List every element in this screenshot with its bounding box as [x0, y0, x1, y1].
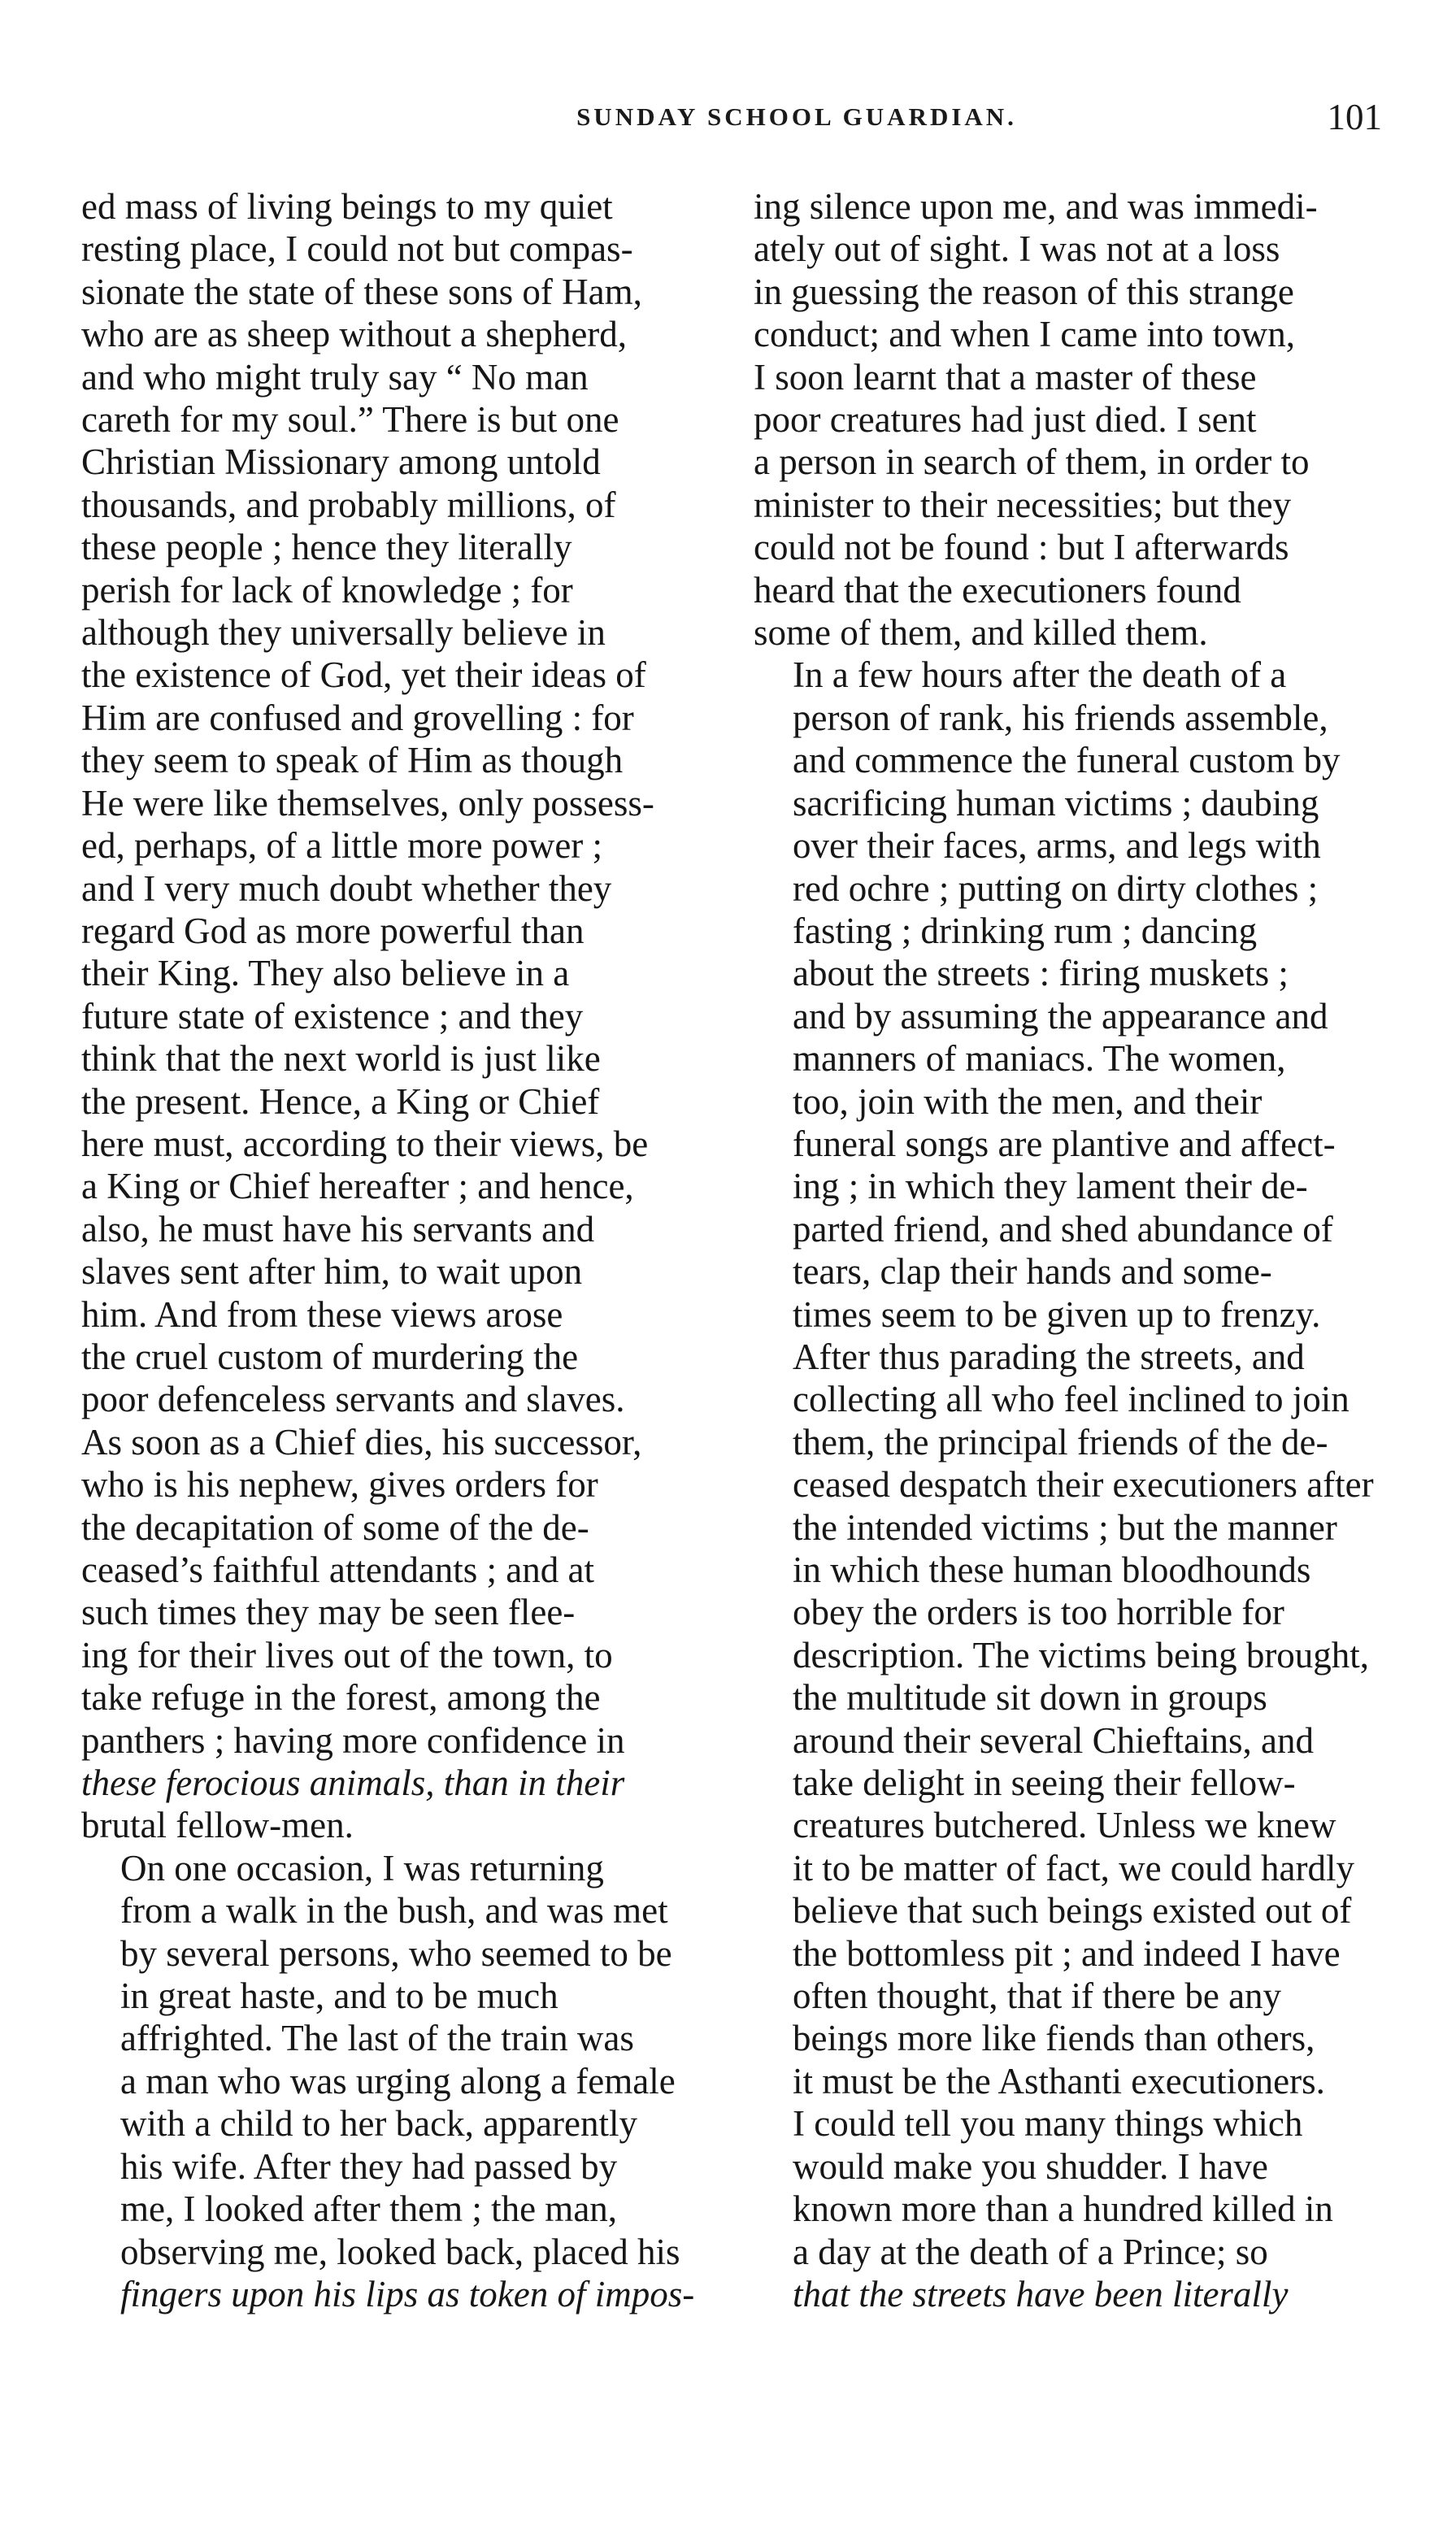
text-line: perish for lack of knowledge ; for [81, 569, 573, 611]
text-line: and by assuming the appearance and [793, 995, 1328, 1037]
text-line: also, he must have his servants and [81, 1208, 595, 1250]
text-line: red ochre ; putting on dirty clothes ; [793, 867, 1319, 909]
text-line: ceased’s faithful attendants ; and at [81, 1549, 595, 1590]
text-line: fingers upon his lips as token of impos- [120, 2273, 695, 2314]
left-column [81, 185, 699, 2315]
text-line: too, join with the men, and their [793, 1080, 1263, 1122]
text-line: take refuge in the forest, among the [81, 1677, 601, 1719]
text-line: over their faces, arms, and legs with [793, 825, 1321, 867]
text-line: fasting ; drinking rum ; dancing [793, 910, 1258, 951]
text-line: and commence the funeral custom by [793, 740, 1341, 781]
text-line: funeral songs are plantive and affect- [793, 1123, 1336, 1164]
text-line: his wife. After they had passed by [120, 2145, 618, 2187]
text-line: obey the orders is too horrible for [793, 1592, 1284, 1633]
text-line: about the streets : firing muskets ; [793, 953, 1289, 994]
text-line: it must be the Asthanti executioners. [793, 2060, 1325, 2101]
text-line: the existence of God, yet their ideas of [81, 654, 646, 696]
text-line: here must, according to their views, be [81, 1123, 649, 1164]
text-line: ing silence upon me, and was immedi- [754, 186, 1318, 227]
text-line: such times they may be seen flee- [81, 1592, 576, 1633]
text-line: parted friend, and shed abundance of [793, 1208, 1333, 1250]
text-line: conduct; and when I came into town, [754, 314, 1296, 355]
text-line: a person in search of them, in order to [754, 441, 1310, 483]
text-line: them, the principal friends of the de- [793, 1421, 1328, 1463]
text-line: As soon as a Chief dies, his successor, [81, 1421, 642, 1463]
text-line: the bottomless pit ; and indeed I have [793, 1932, 1341, 1974]
text-line: think that the next world is just like [81, 1038, 601, 1080]
text-line: I could tell you many things which [793, 2103, 1303, 2145]
text-line: by several persons, who seemed to be [120, 1932, 672, 1974]
text-line: known more than a hundred killed in [793, 2188, 1333, 2230]
text-line: around their several Chieftains, and [793, 1719, 1315, 1761]
text-line: On one occasion, I was returning [120, 1847, 604, 1889]
text-line: the decapitation of some of the de- [81, 1506, 589, 1548]
text-line: and I very much doubt whether they [81, 867, 612, 909]
text-line: manners of maniacs. The women, [793, 1038, 1286, 1080]
text-line: the present. Hence, a King or Chief [81, 1080, 600, 1122]
text-line: I soon learnt that a master of these [754, 356, 1257, 398]
text-line: minister to their necessities; but they [754, 484, 1292, 525]
text-line: times seem to be given up to frenzy. [793, 1293, 1321, 1335]
text-line: ed mass of living beings to my quiet [81, 186, 613, 227]
text-line: that the streets have been literally [793, 2273, 1289, 2314]
right-paragraph-1 [754, 185, 1371, 654]
text-line: in guessing the reason of this strange [754, 271, 1294, 312]
text-line: poor creatures had just died. I sent [754, 399, 1257, 441]
text-line: in great haste, and to be much [120, 1975, 558, 2017]
text-line: these people ; hence they literally [81, 527, 572, 568]
text-line: affrighted. The last of the train was [120, 2018, 634, 2059]
text-line: who is his nephew, gives orders for [81, 1464, 598, 1506]
text-line: the cruel custom of murdering the [81, 1336, 579, 1377]
text-line: Christian Missionary among untold [81, 441, 601, 483]
text-line: heard that the executioners found [754, 569, 1241, 611]
right-column [754, 185, 1374, 2315]
text-line: resting place, I could not but compas- [81, 228, 633, 270]
text-line: who are as sheep without a shepherd, [81, 314, 628, 355]
text-line: the intended victims ; but the manner [793, 1506, 1337, 1548]
text-line: although they universally believe in [81, 612, 606, 654]
page-number: 101 [1327, 97, 1382, 137]
text-line: me, I looked after them ; the man, [120, 2188, 618, 2230]
text-line: would make you shudder. I have [793, 2145, 1268, 2187]
text-line: believe that such beings existed out of [793, 1890, 1352, 1932]
text-line: ing for their lives out of the town, to [81, 1634, 613, 1676]
text-line: from a walk in the bush, and was met [120, 1890, 668, 1932]
text-line: beings more like fiends than others, [793, 2018, 1315, 2059]
text-line: ed, perhaps, of a little more power ; [81, 825, 603, 867]
text-line: some of them, and killed them. [754, 612, 1208, 654]
text-line: ately out of sight. I was not at a loss [754, 228, 1280, 270]
text-line: future state of existence ; and they [81, 995, 584, 1037]
text-line: a man who was urging along a female [120, 2060, 676, 2101]
text-line: tears, clap their hands and some- [793, 1251, 1272, 1293]
text-line: and who might truly say “ No man [81, 356, 589, 398]
running-title: SUNDAY SCHOOL GUARDIAN. [576, 102, 1017, 131]
text-line: In a few hours after the death of a [793, 654, 1287, 696]
right-paragraph-2 [754, 654, 1371, 1336]
text-line: in which these human bloodhounds [793, 1549, 1311, 1590]
text-line: sionate the state of these sons of Ham, [81, 271, 642, 312]
text-line: ing ; in which they lament their de- [793, 1166, 1308, 1207]
text-line: often thought, that if there be any [793, 1975, 1282, 2017]
text-line: these ferocious animals, than in their [81, 1762, 625, 1804]
text-line: they seem to speak of Him as though [81, 740, 624, 781]
text-line: regard God as more powerful than [81, 910, 585, 951]
text-line: brutal fellow-men. [81, 1805, 354, 1846]
left-paragraph-2 [81, 1847, 699, 2315]
text-line: the multitude sit down in groups [793, 1677, 1267, 1719]
text-line: person of rank, his friends assemble, [793, 697, 1328, 738]
text-line: sacrificing human victims ; daubing [793, 782, 1319, 824]
text-line: it to be matter of fact, we could hardly [793, 1847, 1354, 1889]
text-line: After thus parading the streets, and [793, 1336, 1305, 1377]
text-line: thousands, and probably millions, of [81, 484, 616, 525]
text-line: a King or Chief hereafter ; and hence, [81, 1166, 634, 1207]
text-line: with a child to her back, apparently [120, 2103, 638, 2145]
text-line: He were like themselves, only possess- [81, 782, 654, 824]
text-line: slaves sent after him, to wait upon [81, 1251, 583, 1293]
text-line: creatures butchered. Unless we knew [793, 1805, 1336, 1846]
text-line: him. And from these views arose [81, 1293, 563, 1335]
text-line: poor defenceless servants and slaves. [81, 1379, 625, 1420]
left-paragraph-1 [81, 185, 699, 1847]
text-line: panthers ; having more confidence in [81, 1719, 625, 1761]
text-line: a day at the death of a Prince; so [793, 2231, 1268, 2272]
text-line: ceased despatch their executioners after [793, 1464, 1374, 1506]
right-paragraph-3 [754, 1336, 1374, 2315]
text-line: careth for my soul.” There is but one [81, 399, 619, 441]
text-line: collecting all who feel inclined to join [793, 1379, 1350, 1420]
text-line: description. The victims being brought, [793, 1634, 1370, 1676]
text-line: observing me, looked back, placed his [120, 2231, 680, 2272]
text-line: take delight in seeing their fellow- [793, 1762, 1296, 1804]
running-head [81, 96, 1382, 145]
text-line: their King. They also believe in a [81, 953, 570, 994]
text-line: could not be found : but I afterwards [754, 527, 1289, 568]
text-line: Him are confused and grovelling : for [81, 697, 634, 738]
